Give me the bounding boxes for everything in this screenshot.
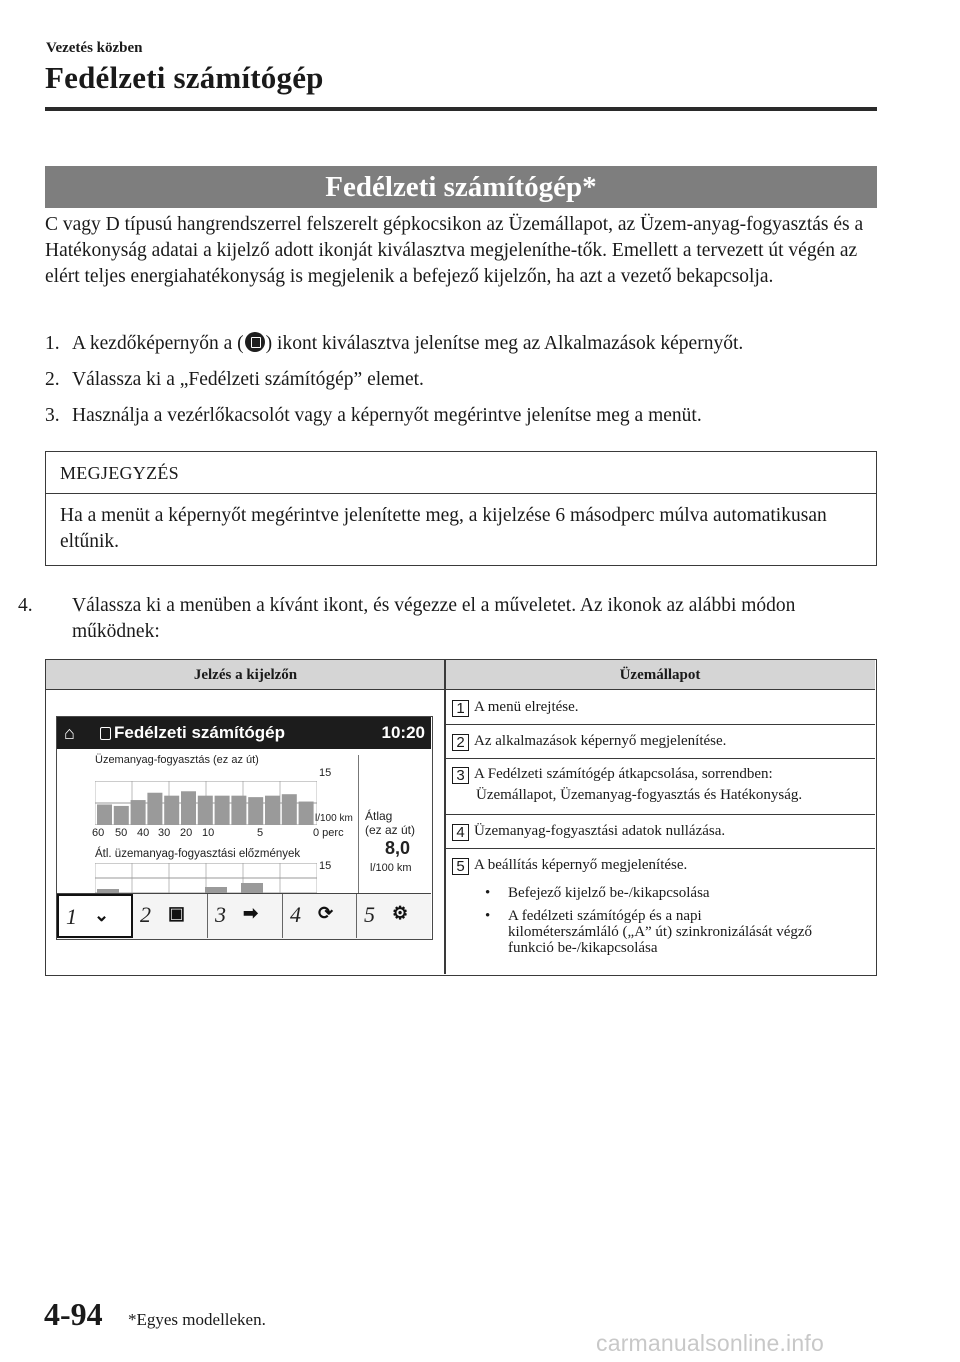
table-row (446, 815, 875, 849)
table-row (446, 725, 875, 759)
title-rule (45, 107, 877, 111)
footnote: *Egyes modelleken. (128, 1310, 266, 1329)
number-badge: 4 (452, 824, 469, 841)
column-header: Üzemállapot (619, 667, 701, 683)
step-1 (45, 331, 881, 357)
step-text: A kezdőképernyőn a ( (72, 333, 244, 354)
step-number: 4. (18, 595, 33, 616)
row-text: A menü elrejtése. (474, 699, 579, 715)
callout-number: 2 (140, 902, 151, 927)
step-text: Válassza ki a „Fedélzeti számítógép” elemet. (72, 369, 424, 390)
step-3 (45, 403, 881, 429)
chart-bar (265, 796, 280, 825)
x-tick-label: 50 (115, 827, 128, 839)
number-badge: 2 (452, 734, 469, 751)
history-chart-title: Átl. üzemanyag-fogyasztási előzmények (95, 848, 301, 860)
table-row (446, 691, 875, 725)
display-screen (56, 716, 433, 940)
chart-bar (282, 794, 297, 825)
bullet-item: • A fedélzeti számítógép és a napi kilométerszámláló („A” út) szinkronizálását végző funkció be-/kikapcsolása (452, 908, 875, 956)
apps-icon (100, 727, 111, 740)
reset-button[interactable] (283, 894, 357, 938)
screen-title-bar (57, 717, 431, 749)
apps-icon: ▣ (168, 903, 186, 923)
chart-bar (231, 796, 246, 825)
y-axis-max: 15 (319, 767, 332, 779)
step-number: 3. (45, 405, 60, 426)
clock: 10:20 (381, 723, 425, 742)
chart-bar (114, 806, 129, 825)
chart-bar (147, 793, 162, 825)
row-text: Az alkalmazások képernyő megjelenítése. (474, 733, 727, 749)
callout-number: 1 (66, 904, 77, 929)
table-header (46, 660, 875, 690)
chart-title: Üzemanyag-fogyasztás (ez az út) (95, 754, 259, 766)
note-heading: MEGJEGYZÉS (46, 452, 876, 494)
x-tick-label: 60 (92, 827, 105, 839)
intro-paragraph: C vagy D típusú hangrendszerrel felszerelt gépkocsikon az Üzemállapot, az Üzem-anyag-fogyasztás és a Hatékonyság adatai a kijelző adott ikonját kiválasztva megjeleníthe-tők. Emellett a tervezett út végén az elért teljes energiahatékonyság is megjelenik a befejező kijelzőn, ha azt a vezető bekapcsolja. (45, 214, 864, 287)
x-tick-label: 0 perc (313, 827, 344, 839)
bullet-item: • Befejező kijelző be-/kikapcsolása (452, 885, 875, 901)
average-value: 8,0 (385, 838, 411, 858)
row-text: Üzemanyag-fogyasztási adatok nullázása. (474, 823, 726, 839)
step-number: 1. (45, 333, 60, 354)
x-tick-label: 30 (158, 827, 171, 839)
callout-number: 4 (290, 902, 301, 927)
number-badge: 3 (452, 767, 469, 784)
apps-icon (245, 332, 265, 352)
chart-bar (248, 797, 263, 825)
chart-bar (198, 796, 213, 825)
step-4 (18, 593, 881, 645)
step-text: ) ikont kiválasztva jelenítse meg az Alkalmazások képernyőt. (265, 333, 744, 354)
table-row (446, 759, 875, 815)
home-icon: ⌂ (64, 723, 75, 743)
history-chart (95, 863, 317, 893)
x-tick-label: 10 (202, 827, 215, 839)
step-text: Használja a vezérlőkacsolót vagy a képernyőt megérintve jelenítse meg a menüt. (72, 405, 702, 426)
row-text: Üzemállapot, Üzemanyag-fogyasztás és Hatékonyság. (476, 787, 803, 803)
history-y-max: 15 (319, 860, 332, 872)
settings-button[interactable] (357, 894, 431, 938)
number-badge: 1 (452, 700, 469, 717)
y-axis-unit: l/100 km (315, 813, 353, 824)
switch-icon: ➡ (243, 903, 259, 923)
step-number: 2. (45, 369, 60, 390)
x-tick-label: 40 (137, 827, 150, 839)
average-unit: l/100 km (370, 862, 412, 874)
section-label: Vezetés közben (46, 40, 143, 56)
chart-bar (241, 883, 263, 893)
switch-view-button[interactable] (208, 894, 283, 938)
average-sublabel: (ez az út) (365, 823, 416, 837)
x-tick-label: 20 (180, 827, 193, 839)
row-text: A Fedélzeti számítógép átkapcsolása, sorrendben: (474, 766, 773, 782)
screen-menu-bar (57, 893, 431, 939)
callout-number: 3 (215, 902, 226, 927)
separator (358, 755, 359, 895)
watermark: carmanualsonline.info (596, 1330, 824, 1356)
refresh-icon: ⟳ (318, 903, 334, 923)
hide-menu-button[interactable] (57, 894, 133, 938)
page-title: Fedélzeti számítógép (45, 60, 324, 95)
consumption-chart (95, 781, 317, 825)
chevron-down-icon: ⌄ (94, 905, 110, 925)
note-body: Ha a menüt a képernyőt megérintve jelenítette meg, a kijelzése 6 másodperc múlva automatikusan eltűnik. (60, 505, 827, 552)
callout-number: 5 (364, 902, 375, 927)
x-tick-label: 5 (257, 827, 264, 839)
number-badge: 5 (452, 858, 469, 875)
note-box (45, 451, 877, 566)
chart-bar (215, 796, 230, 825)
chart-bar (164, 796, 179, 825)
table-row (446, 849, 875, 973)
chart-bar (131, 800, 146, 825)
section-banner: Fedélzeti számítógép* (45, 166, 877, 208)
page-number: 4-94 (44, 1296, 103, 1332)
step-2 (45, 367, 881, 393)
chart-bar (299, 802, 314, 825)
screen-title: Fedélzeti számítógép (114, 723, 285, 742)
column-header: Jelzés a kijelzőn (193, 667, 298, 683)
row-text: A beállítás képernyő megjelenítése. (474, 857, 688, 873)
gear-icon: ⚙ (392, 903, 409, 923)
chart-bar (181, 791, 196, 825)
apps-button[interactable] (133, 894, 208, 938)
step-text: Válassza ki a menüben a kívánt ikont, és végezze el a műveletet. Az ikonok az alábbi módon működnek: (72, 595, 796, 642)
average-label: Átlag (365, 809, 393, 823)
chart-bar (97, 804, 112, 825)
